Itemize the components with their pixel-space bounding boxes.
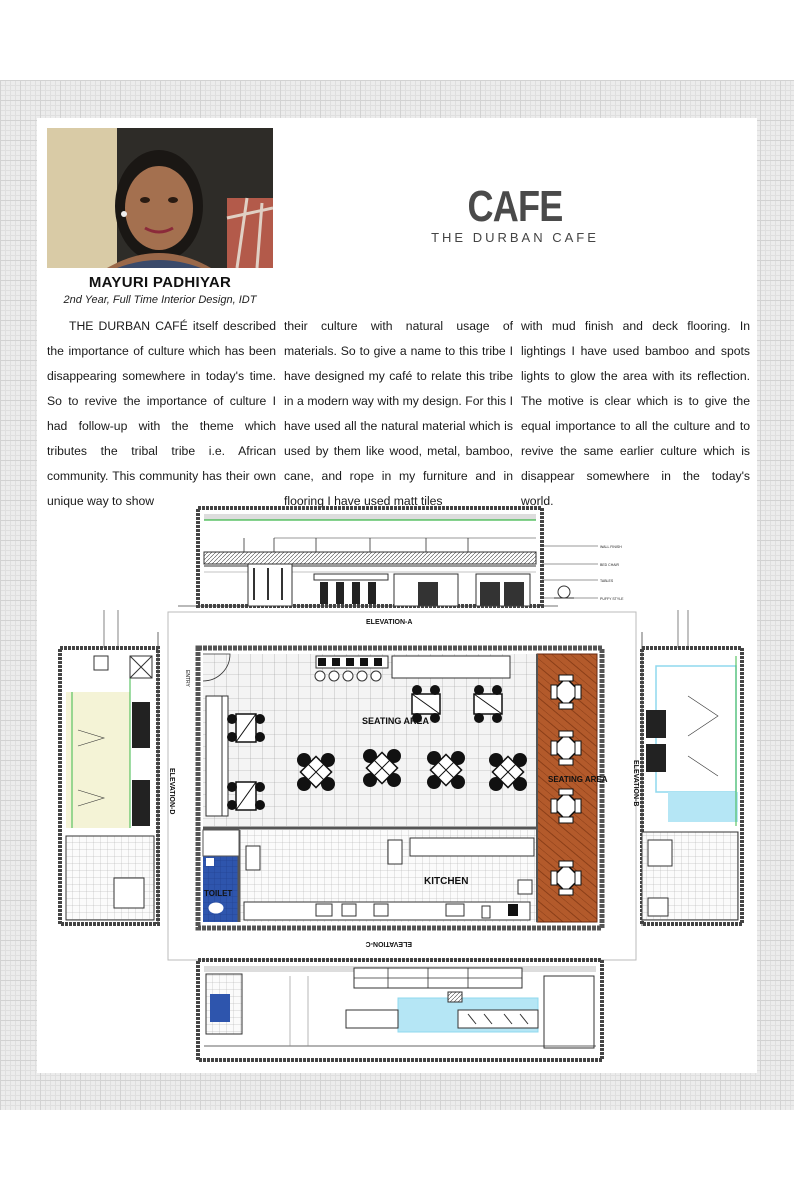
elevation-d-drawing xyxy=(60,610,158,926)
author-photo xyxy=(47,128,273,268)
elevation-b-drawing xyxy=(642,610,742,926)
body-column-2: their culture with natural usage of materials. So to give a name to this tribe I have designed my café to relate this tribe in a modern way with my design. For this I have used all the natural material which is used by them like wood, metal, bamboo, cane, and rope in my furniture and in flooring I have used matt tiles xyxy=(284,319,513,508)
page-title: CAFE xyxy=(467,182,563,231)
main-floor-plan xyxy=(184,648,608,928)
svg-text:TABLES: TABLES xyxy=(600,579,614,583)
entry-label: ENTRY xyxy=(184,670,190,687)
author-name: MAYURI PADHIYAR xyxy=(88,274,232,291)
svg-text:BED CHAIR: BED CHAIR xyxy=(600,563,620,567)
seating-area-2-label: SEATING AREA xyxy=(548,775,608,784)
elevation-d-label: ELEVATION-D xyxy=(168,768,175,815)
seating-area-1-label: SEATING AREA xyxy=(362,716,430,726)
page-subtitle: THE DURBAN CAFE xyxy=(431,230,599,245)
elevation-b-label: ELEVATION-B xyxy=(632,760,639,807)
svg-text:PUFFY STYLE: PUFFY STYLE xyxy=(600,597,624,601)
elevation-c-label: ELEVATION-C xyxy=(365,940,412,947)
elevation-a-label: ELEVATION-A xyxy=(366,619,413,626)
elevation-c-drawing xyxy=(198,960,602,1060)
toilet-label: TOILET xyxy=(204,889,233,898)
body-column-3: with mud finish and deck flooring. In lightings I have used bamboo and spots lights to glow the area with its reflection. The motive is clear which is to give the equal importance to all the culture and to revive the same earlier culture which is disappear somewhere in the today's world. xyxy=(521,319,750,508)
cafe-floor-plan-drawing xyxy=(58,506,744,1062)
body-column-1: THE DURBAN CAFÉ itself described the importance of culture which has been disappearing somewhere in today's time. So to revive the importance of culture I had follow-up with the theme which tributes the tribal tribe i.e. African community. This community has their own unique way to show xyxy=(47,319,276,508)
elevation-a-drawing xyxy=(178,508,624,606)
kitchen-label: KITCHEN xyxy=(424,876,469,887)
svg-text:WALL FINISH: WALL FINISH xyxy=(600,545,622,549)
author-role: 2nd Year, Full Time Interior Design, IDT xyxy=(63,294,257,306)
